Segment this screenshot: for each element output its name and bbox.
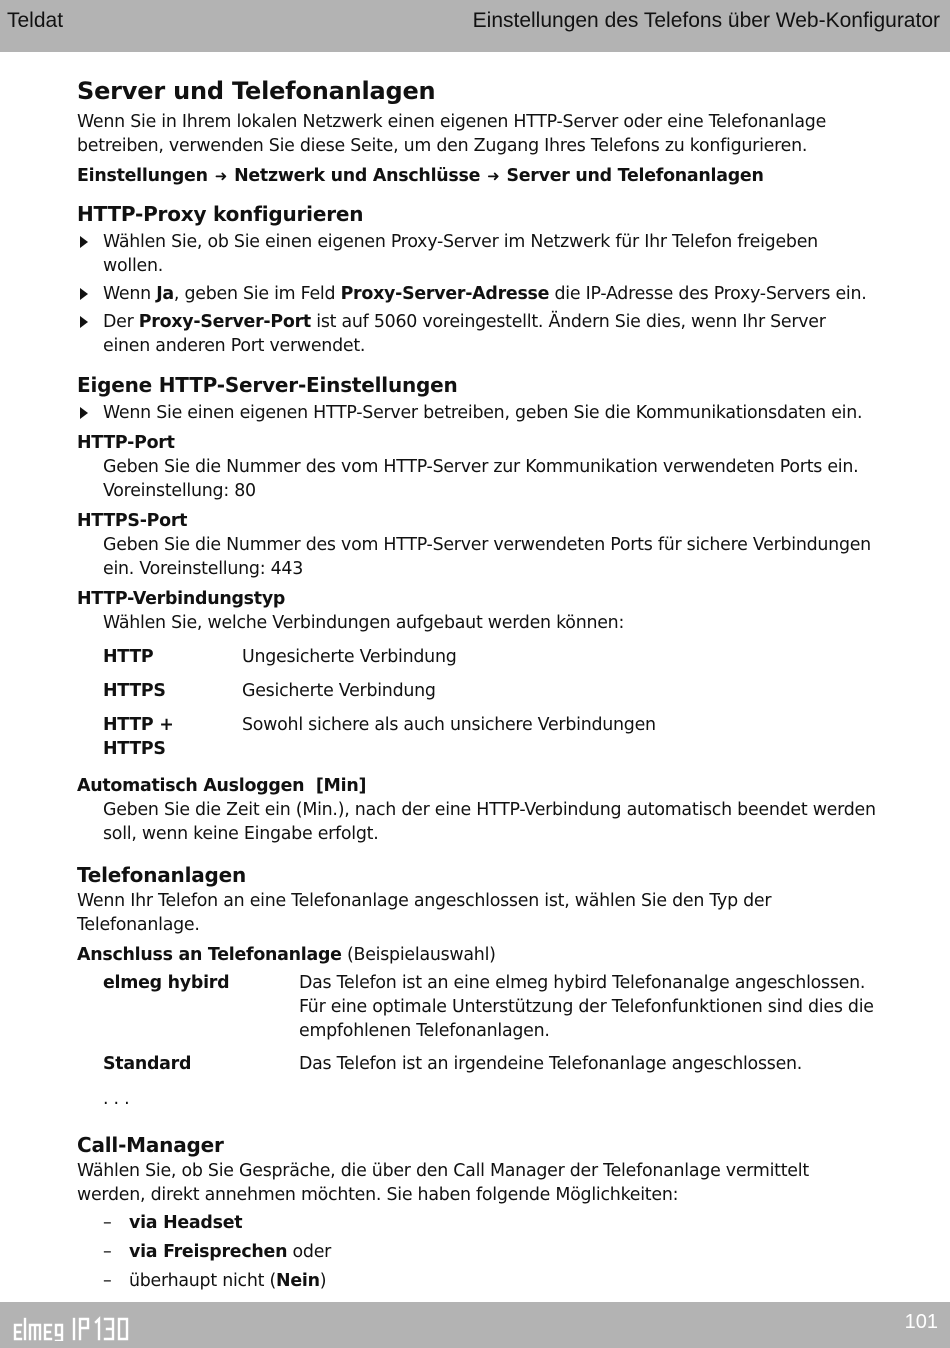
option-row: elmeg hybird Das Telefon ist an eine elmeg hybird Telefonanalge angeschlossen. Für eine optimale Unterstützung der Telefonfunktionen sind dies die empfohlenen Telefonanlagen. (103, 973, 874, 1041)
list-item: – via Freisprechen oder (103, 1242, 332, 1262)
header-chapter-title: Einstellungen des Telefons über Web-Konfigurator (472, 9, 940, 32)
section-http-server (77, 371, 877, 846)
elmeg-logo (12, 1313, 144, 1341)
term-http-port: HTTP-Port (77, 433, 175, 453)
option-row: HTTP Ungesicherte Verbindung (103, 647, 457, 667)
bullet-list (77, 230, 877, 358)
pbx-intro: Wenn Ihr Telefon an eine Telefonanlage angeschlossen ist, wählen Sie den Typ der Telefonanlage. (77, 891, 772, 935)
section-proxy (77, 200, 877, 358)
triangle-bullet-icon (80, 288, 88, 300)
option-row: HTTPS Gesicherte Verbindung (103, 681, 436, 701)
desc-connection-type: Wählen Sie, welche Verbindungen aufgebaut werden können: (103, 613, 625, 633)
section-heading: HTTP-Proxy konfigurieren (77, 202, 364, 226)
term-connection-type: HTTP-Verbindungstyp (77, 589, 286, 609)
section-heading: Eigene HTTP-Server-Einstellungen (77, 373, 458, 397)
desc-https-port: Geben Sie die Nummer des vom HTTP-Server verwendeten Ports für sichere Verbindungen ein. Voreinstellung: 443 (103, 535, 871, 579)
menu-path (77, 164, 877, 188)
path-step-3: Server und Telefonanlagen (506, 166, 764, 186)
list-item: Wenn Sie einen eigenen HTTP-Server betreiben, geben Sie die Kommunikationsdaten ein. (77, 401, 877, 425)
list-item: Der Proxy-Server-Port ist auf 5060 voreingestellt. Ändern Sie dies, wenn Ihr Server einen anderen Port verwendet. (77, 310, 877, 358)
list-item: Wählen Sie, ob Sie einen eigenen Proxy-Server im Netzwerk für Ihr Telefon freigeben wollen. (77, 230, 877, 278)
term-auto-logout: Automatisch Ausloggen [Min] (77, 776, 367, 796)
triangle-bullet-icon (80, 316, 88, 328)
path-step-1: Einstellungen (77, 166, 208, 186)
ellipsis: . . . (103, 1089, 130, 1109)
page-header (0, 0, 950, 52)
page-number: 101 (904, 1311, 938, 1333)
arrow-right-icon: ➜ (214, 167, 228, 185)
arrow-right-icon: ➜ (487, 167, 500, 185)
page-title: Server und Telefonanlagen (77, 77, 436, 105)
section-heading: Call-Manager (77, 1133, 224, 1157)
section-call-manager (77, 1131, 877, 1293)
bullet-list (77, 401, 877, 425)
option-row: Standard Das Telefon ist an irgendeine Telefonanlage angeschlossen. (103, 1054, 803, 1074)
section-pbx (77, 861, 877, 1111)
list-item: – via Headset (103, 1213, 243, 1233)
term-https-port: HTTPS-Port (77, 511, 188, 531)
path-step-2: Netzwerk und Anschlüsse (234, 166, 481, 186)
desc-http-port: Geben Sie die Nummer des vom HTTP-Server zur Kommunikation verwendeten Ports ein. Voreinstellung: 80 (103, 457, 859, 501)
term-pbx-connection: Anschluss an Telefonanlage (Beispielauswahl) (77, 945, 496, 965)
list-item: – überhaupt nicht (Nein) (103, 1271, 327, 1291)
dash-list (77, 1211, 877, 1293)
section-heading: Telefonanlagen (77, 863, 247, 887)
desc-auto-logout: Geben Sie die Zeit ein (Min.), nach der eine HTTP-Verbindung automatisch beendet werden soll, wenn keine Eingabe erfolgt. (103, 800, 876, 844)
triangle-bullet-icon (80, 407, 88, 419)
header-brand: Teldat (7, 9, 64, 32)
list-item: Wenn Ja, geben Sie im Feld Proxy-Server-Adresse die IP-Adresse des Proxy-Servers ein. (77, 282, 877, 306)
page-footer (0, 1302, 950, 1348)
page-content (77, 74, 877, 1298)
intro-text: Wenn Sie in Ihrem lokalen Netzwerk einen eigenen HTTP-Server oder eine Telefonanlage betreiben, verwenden Sie diese Seite, um den Zugang Ihres Telefons zu konfigurieren. (77, 112, 827, 156)
call-manager-intro: Wählen Sie, ob Sie Gespräche, die über den Call Manager der Telefonanlage vermittelt werden, direkt annehmen möchten. Sie haben folgende Möglichkeiten: (77, 1161, 809, 1205)
option-row: HTTP + HTTPS Sowohl sichere als auch unsichere Verbindungen (103, 715, 656, 759)
triangle-bullet-icon (80, 236, 88, 248)
